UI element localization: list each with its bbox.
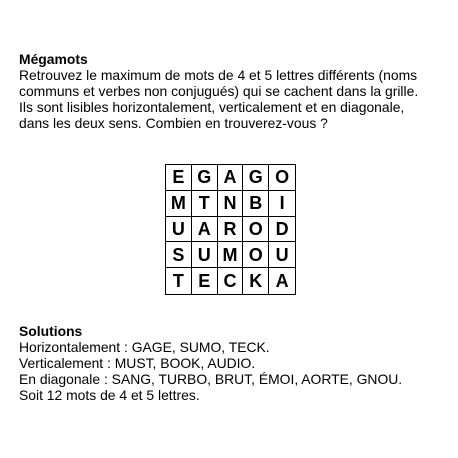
grid-cell: R [218, 217, 244, 243]
solutions-title: Solutions [19, 323, 83, 339]
grid-cell: O [269, 165, 295, 191]
grid-cell: E [166, 165, 192, 191]
grid-cell: D [269, 217, 295, 243]
grid-cell: M [166, 191, 192, 217]
grid-cell: E [192, 268, 218, 294]
grid-cell: O [243, 217, 269, 243]
grid-cell: M [218, 242, 244, 268]
solutions-diagonal: En diagonale : SANG, TURBO, BRUT, ÉMOI, AORTE, GNOU. [19, 371, 403, 387]
grid-cell: U [166, 217, 192, 243]
solutions-block [19, 323, 444, 403]
instructions-line-3: Ils sont lisibles horizontalement, verticalement et en diagonale, [19, 99, 405, 115]
grid-cell: S [166, 242, 192, 268]
grid-cell: G [192, 165, 218, 191]
grid-cell: K [243, 268, 269, 294]
grid-cell: G [243, 165, 269, 191]
grid-cell: A [218, 165, 244, 191]
grid-cell: T [192, 191, 218, 217]
puzzle-title: Mégamots [19, 51, 88, 67]
solutions-total: Soit 12 mots de 4 et 5 lettres. [19, 387, 200, 403]
grid-cell: U [192, 242, 218, 268]
grid-cell: B [243, 191, 269, 217]
solutions-vertical: Verticalement : MUST, BOOK, AUDIO. [19, 355, 256, 371]
grid-cell: A [192, 217, 218, 243]
grid-cell: C [218, 268, 244, 294]
grid-cell: O [243, 242, 269, 268]
grid-cell: A [275, 271, 289, 292]
grid-cell: U [269, 242, 295, 268]
instructions-line-2: communs et verbes non conjugués) qui se cachent dans la grille. [19, 83, 419, 99]
letter-grid [165, 164, 296, 295]
grid-cell: N [218, 191, 244, 217]
instructions-block [19, 51, 444, 131]
grid-cell: I [269, 191, 295, 217]
instructions-line-4: dans les deux sens. Combien en trouverez-vous ? [19, 115, 328, 131]
instructions-line-1: Retrouvez le maximum de mots de 4 et 5 lettres différents (noms [19, 67, 418, 83]
grid-cell: T [166, 268, 192, 294]
solutions-horizontal: Horizontalement : GAGE, SUMO, TECK. [19, 339, 270, 355]
